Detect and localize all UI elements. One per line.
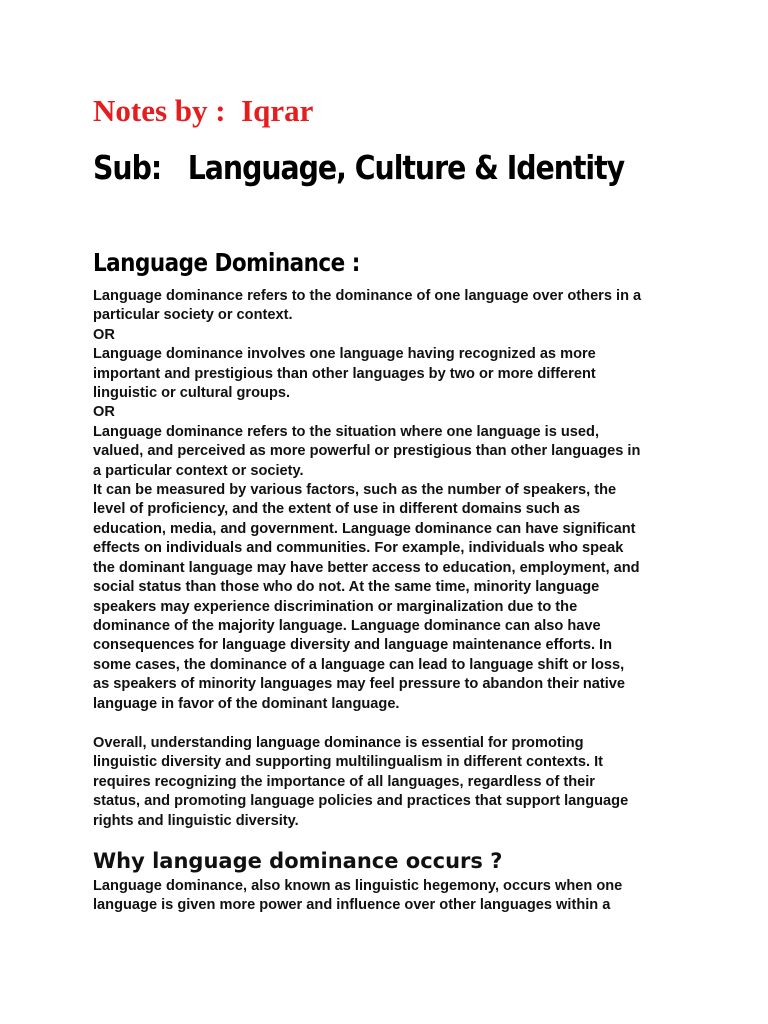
text-line: OR xyxy=(93,326,115,343)
text-line: consequences for language diversity and language maintenance efforts. In xyxy=(93,637,613,654)
text-line: Overall, understanding language dominance is essential for promoting xyxy=(93,734,584,751)
text-line: social status than those who do not. At the same time, minority language xyxy=(93,579,600,596)
text-line: language is given more power and influence over other languages within a xyxy=(93,897,611,914)
section-heading-language-dominance: Language Dominance : xyxy=(93,248,360,277)
text-line: dominance of the majority language. Language dominance can also have xyxy=(93,617,601,634)
text-line: education, media, and government. Language dominance can have significant xyxy=(93,520,636,537)
text-line: important and prestigious than other languages by two or more different xyxy=(93,365,596,382)
language-dominance-paragraph xyxy=(93,287,683,714)
text-line: level of proficiency, and the extent of use in different domains such as xyxy=(93,501,581,518)
text-line: effects on individuals and communities. For example, individuals who speak xyxy=(93,540,624,557)
text-line: Language dominance involves one language having recognized as more xyxy=(93,346,596,363)
section-heading-why-dominance-occurs: Why language dominance occurs ? xyxy=(93,848,503,873)
text-line: a particular context or society. xyxy=(93,462,304,479)
text-line: particular society or context. xyxy=(93,307,293,324)
text-line: some cases, the dominance of a language can lead to language shift or loss, xyxy=(93,656,625,673)
text-line: Language dominance, also known as linguistic hegemony, occurs when one xyxy=(93,877,623,894)
text-line: Language dominance refers to the situation where one language is used, xyxy=(93,423,600,440)
text-line: valued, and perceived as more powerful or prestigious than other languages in xyxy=(93,443,641,460)
text-line: linguistic diversity and supporting multilingualism in different contexts. It xyxy=(93,754,604,771)
why-dominance-paragraph xyxy=(93,877,683,916)
text-line: Language dominance refers to the dominance of one language over others in a xyxy=(93,288,642,304)
text-line: speakers may experience discrimination or marginalization due to the xyxy=(93,598,578,615)
document-content xyxy=(93,92,683,916)
text-line: language in favor of the dominant language. xyxy=(93,695,400,712)
text-line: linguistic or cultural groups. xyxy=(93,385,291,402)
text-line: the dominant language may have better access to education, employment, and xyxy=(93,559,640,576)
subject-heading: Sub: Language, Culture & Identity xyxy=(93,148,625,187)
overall-paragraph xyxy=(93,734,683,831)
text-line: OR xyxy=(93,404,115,421)
text-line: It can be measured by various factors, such as the number of speakers, the xyxy=(93,482,617,499)
notes-by-title: Notes by : Iqrar xyxy=(93,93,314,128)
text-line: status, and promoting language policies and practices that support language xyxy=(93,793,629,810)
text-line: rights and linguistic diversity. xyxy=(93,812,299,829)
text-line: requires recognizing the importance of all languages, regardless of their xyxy=(93,773,595,790)
text-line: as speakers of minority languages may feel pressure to abandon their native xyxy=(93,676,626,693)
